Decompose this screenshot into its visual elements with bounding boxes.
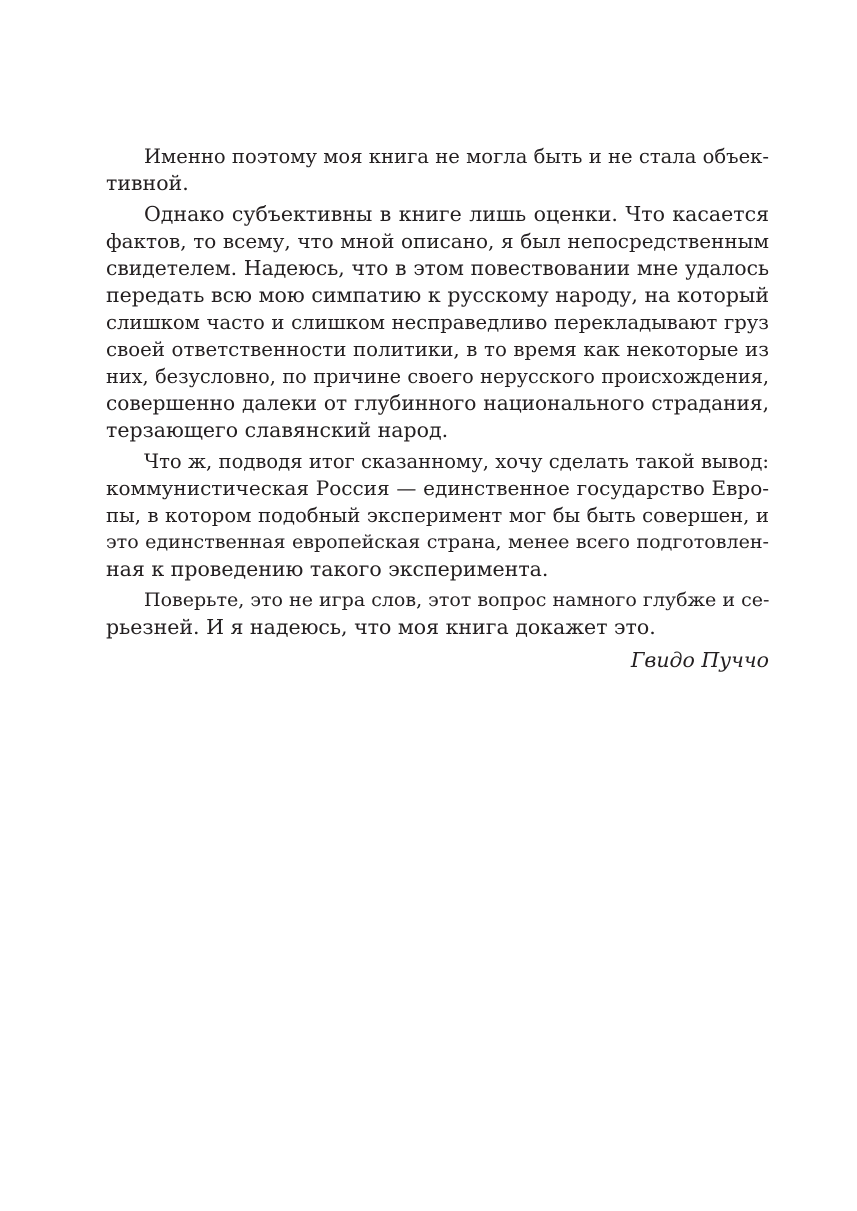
paragraph-2 <box>106 201 769 444</box>
paragraph-3 <box>106 448 769 583</box>
text-line: слишком часто и слишком несправедливо перекладывают груз <box>106 311 769 334</box>
text-line: Однако субъективны в книге лишь оценки. Что касается <box>144 202 769 226</box>
text-line: свидетелем. Надеюсь, что в этом повествовании мне удалось <box>106 256 769 280</box>
text-line: это единственная европейская страна, менее всего подготовлен- <box>106 531 769 553</box>
text-line: передать всю мою симпатию к русскому народу, на который <box>106 283 769 307</box>
paragraph-1 <box>106 143 769 197</box>
text-line: них, безусловно, по причине своего нерусского происхождения, <box>106 365 769 388</box>
text-line: пы, в котором подобный эксперимент мог бы быть совершен, и <box>106 504 769 527</box>
text-line: Именно поэтому моя книга не могла быть и не стала объек- <box>144 145 769 168</box>
text-line: фактов, то всему, что мной описано, я был непосредственным <box>106 229 769 253</box>
author-signature: Гвидо Пуччо <box>630 648 769 672</box>
text-line: совершенно далеки от глубинного национального страдания, <box>106 391 769 415</box>
text-line: своей ответственности политики, в то время как некоторые из <box>106 338 769 361</box>
text-line: коммунистическая Россия — единственное государство Евро- <box>106 476 769 500</box>
text-line: Что ж, подводя итог сказанному, хочу сделать такой вывод: <box>144 450 769 473</box>
page-body <box>106 143 769 674</box>
paragraph-4 <box>106 587 769 641</box>
text-line: рьезней. И я надеюсь, что моя книга докажет это. <box>106 615 656 639</box>
text-line: ная к проведению такого эксперимента. <box>106 557 549 581</box>
text-line: терзающего славянский народ. <box>106 418 449 442</box>
text-line: Поверьте, это не игра слов, этот вопрос намного глубже и се- <box>144 589 770 611</box>
text-line: тивной. <box>106 171 189 195</box>
